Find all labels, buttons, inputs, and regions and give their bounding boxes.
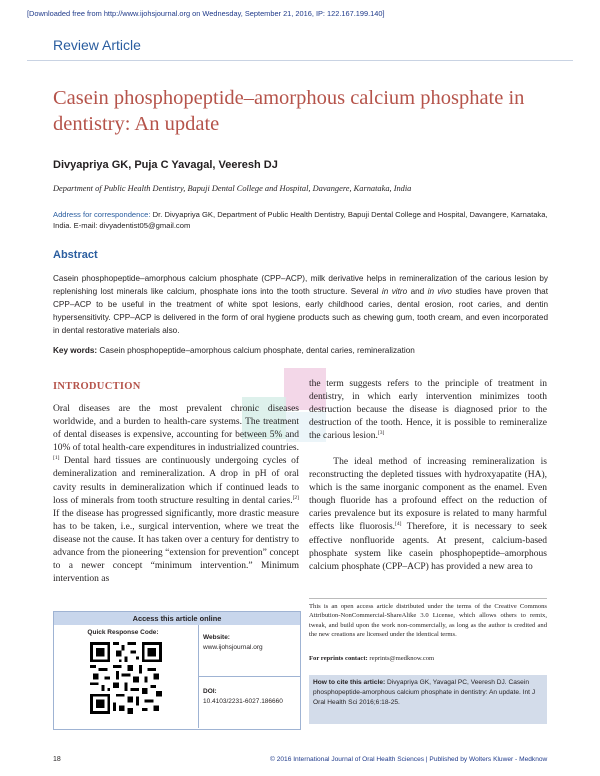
header-divider	[27, 60, 573, 61]
text-run: Dental hard tissues are continuously undergoing cycles of demineralization and remineralization. A drop in pH of oral cavity results in demineralization which if continued leads to loss of minerals from tooth structure resulting in dental caries.	[53, 456, 299, 506]
citation-label: How to cite this article:	[313, 679, 386, 686]
affiliation: Department of Public Health Dentistry, Bapuji Dental College and Hospital, Davangere, Karnataka, India	[53, 184, 412, 193]
abstract-text	[53, 272, 548, 337]
download-notice: [Downloaded free from http://www.ijohsjournal.org on Wednesday, September 21, 2016, IP: 122.167.199.140]	[27, 9, 385, 18]
correspondence	[53, 209, 548, 231]
page-number: 18	[53, 756, 61, 763]
abstract-italic: in vitro	[381, 287, 408, 296]
abstract-part: and	[407, 287, 428, 296]
reference-link[interactable]: [3]	[377, 430, 385, 437]
abstract-part: Casein phosphopeptide–amorphous calcium phosphate (CPP–ACP), milk derivative helps in remineralization of the carious lesion by replenishing lost minerals like calcium, phosphate ions into the tooth structure. Several	[53, 274, 548, 296]
section-label: Review Article	[53, 37, 141, 53]
text-run: Oral diseases are the most prevalent chronic diseases worldwide, and a burden to health-care systems. The treatment of dental diseases is expensive, accounting for between 5% and 10% of total health-care expenditures in industrialized countries.	[53, 404, 299, 454]
footnote-divider	[309, 598, 547, 599]
text-run: the term suggests refers to the principle of treatment in dentistry, in which early intervention minimizes tooth destruction because the disease is diagnosed prior to the destruction of the tooth. Hence, it is possible to remineralize the carious lesion.	[309, 379, 547, 442]
reference-link[interactable]: [1]	[53, 455, 60, 462]
keywords-label: Key words:	[53, 346, 98, 355]
keywords	[53, 345, 548, 357]
access-box-divider	[198, 676, 300, 677]
intro-paragraph-right-1	[309, 378, 547, 443]
qr-label: Quick Response Code:	[87, 629, 159, 636]
text-run: Therefore, it is necessary to seek effective nonfluoride agents. At present, calcium-based phosphate system like casein phosphopeptide–amorphous calcium phosphate (CPP–ACP) has provided a new area to	[309, 522, 547, 572]
abstract-italic: in vivo	[427, 287, 452, 296]
reprints-contact	[309, 655, 434, 662]
authors: Divyapriya GK, Puja C Yavagal, Veeresh DJ	[53, 159, 278, 171]
intro-paragraph-right-2	[309, 456, 547, 574]
reference-link[interactable]: [2]	[292, 494, 299, 501]
doi-label: DOI:	[203, 688, 217, 695]
website-label: Website:	[203, 634, 230, 641]
article-title: Casein phosphopeptide–amorphous calcium phosphate in dentistry: An update	[53, 87, 525, 135]
citation-text: Divyapriya GK, Yavagal PC, Veeresh DJ. Casein phosphopeptide-amorphous calcium phosphate in dentistry: An update. Int J Oral Health Sci 2016;6:18-25.	[313, 679, 536, 706]
text-run: The ideal method of increasing remineralization is reconstructing the depleted tissues with hydroxyapatite (HA), which is the same inorganic component as the enamel. Even though fluoride has a profound effect on the reduction of caries prevalence but its exposure is related to many harmful effects like fluorosis.	[309, 457, 547, 533]
abstract-part: studies have proven that CPP–ACP to be useful in the treatment of white spot lesions, early childhood caries, dental erosion, root caries, and dentin hypersensitivity. CPP–ACP is delivered in the form of oral hygiene products such as chewing gum, tooth cream, and even incorporated in dental restorative materials also.	[53, 287, 548, 335]
text-run: If the disease has progressed significantly, more drastic measure has to be taken, i.e., surgical intervention, where we treat the disease not the cause. It has taken over a century for dentistry to advance from the pioneering “extension for prevention” concept to a newer concept “minimum intervention.” Minimum intervention as	[53, 508, 299, 585]
introduction-heading: INTRODUCTION	[53, 381, 141, 392]
access-box-heading: Access this article online	[54, 612, 300, 625]
reprints-email[interactable]: reprints@medknow.com	[369, 655, 435, 662]
abstract-heading: Abstract	[53, 249, 98, 261]
keywords-text: Casein phosphopeptide–amorphous calcium phosphate, dental caries, remineralization	[99, 346, 415, 355]
intro-paragraph-left	[53, 403, 299, 586]
citation	[313, 678, 545, 708]
open-access-notice: This is an open access article distributed under the terms of the Creative Commons Attribution-NonCommercial-ShareAlike 3.0 License, which allows others to remix, tweak, and build upon the work non-commercially, as long as the author is credited and the new creations are licensed under the identical terms.	[309, 603, 547, 638]
website-link[interactable]: www.ijohsjournal.org	[203, 644, 263, 651]
footer-copyright: © 2016 International Journal of Oral Health Sciences | Published by Wolters Kluwer - Medknow	[270, 756, 548, 763]
correspondence-text: Dr. Divyapriya GK, Department of Public Health Dentistry, Bapuji Dental College and Hospital, Davangere, Karnataka, India. E-mail: divyadentist05@gmail.com	[53, 210, 548, 230]
qr-code-icon[interactable]	[90, 642, 162, 714]
correspondence-label: Address for correspondence:	[53, 210, 151, 219]
reference-link[interactable]: [4]	[395, 521, 402, 528]
doi-link[interactable]: 10.4103/2231-6027.186660	[203, 698, 283, 705]
reprints-label: For reprints contact:	[309, 655, 368, 662]
